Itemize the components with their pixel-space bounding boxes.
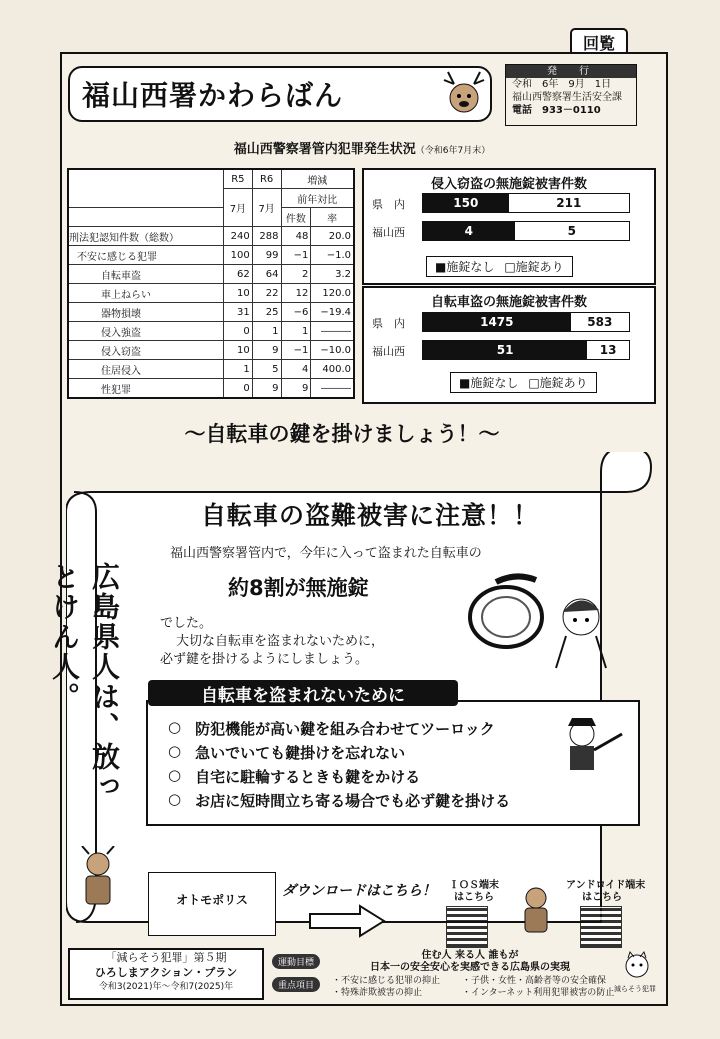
focus-item: ・特殊詐欺被害の抑止: [332, 988, 423, 998]
circle-bullet-icon: ○: [168, 718, 182, 736]
col-rate: 率: [311, 208, 354, 227]
cell-diff: −1: [281, 341, 311, 360]
cell-r6: 25: [252, 303, 281, 322]
crime-stats-table: [67, 168, 355, 399]
cell-label: 自転車盗: [68, 265, 224, 284]
cell-label: 侵入窃盗: [68, 341, 224, 360]
bar-locked: 5: [515, 222, 629, 240]
arrow-right-icon: [308, 904, 388, 938]
cell-diff: 12: [281, 284, 311, 303]
goal-line1: 住む人 来る人 誰もが: [421, 950, 519, 961]
vertical-slogan: 広島県人は、放っとけん人。: [48, 562, 121, 802]
cell-label: 侵入強盗: [68, 322, 224, 341]
goal-line2: 日本一の安全安心を実感できる広島県の実現: [370, 962, 570, 973]
col-r6: R6: [252, 169, 281, 189]
table-row: [68, 227, 354, 246]
cell-rate: 3.2: [311, 265, 354, 284]
cell-label: 不安に感じる犯罪: [68, 246, 224, 265]
category-label: 県 内: [372, 317, 405, 330]
table-row: [68, 284, 354, 303]
cell-rate: ―――: [311, 379, 354, 399]
publisher-dept: 福山西警察署生活安全課: [512, 92, 622, 103]
main-emphasis: 約8割が無施錠: [228, 576, 369, 600]
col-yoy: 前年対比: [281, 189, 354, 208]
col-r5: R5: [224, 169, 253, 189]
focus-item: ・インターネット利用犯罪被害の防止: [462, 988, 615, 998]
cell-label: 刑法犯認知件数（総数）: [68, 227, 224, 246]
cell-r5: 62: [224, 265, 253, 284]
table-row: [68, 360, 354, 379]
cell-r5: 0: [224, 322, 253, 341]
slogan-line2: ひろしまアクション・プラン: [94, 966, 238, 979]
table-row: [68, 341, 354, 360]
col-r5-month: 7月: [224, 189, 253, 227]
main-line4: 必ず鍵を掛けるようにしましょう。: [160, 652, 369, 667]
table-row: [68, 322, 354, 341]
cell-diff: 1: [281, 322, 311, 341]
cell-r6: 9: [252, 379, 281, 399]
cell-label: 住居侵入: [68, 360, 224, 379]
publisher-box: [505, 64, 637, 126]
cell-rate: −1.0: [311, 246, 354, 265]
cell-rate: 400.0: [311, 360, 354, 379]
kairan-stamp: 回覧: [570, 28, 628, 56]
publisher-label: 発 行: [506, 65, 636, 78]
cell-diff: −1: [281, 246, 311, 265]
cell-r6: 22: [252, 284, 281, 303]
bar-unlocked: 51: [423, 341, 587, 359]
cell-r6: 1: [252, 322, 281, 341]
category-label: 福山西: [372, 226, 405, 239]
cell-diff: 4: [281, 360, 311, 379]
category-label: 福山西: [372, 345, 405, 358]
tip-item: [168, 742, 405, 763]
app-name: オトモポリス: [176, 893, 248, 907]
stacked-bar: [422, 221, 630, 241]
tip-text: 自宅に駐輪するときも鍵をかける: [195, 768, 421, 786]
main-line3: 大切な自転車を盗まれないために，: [176, 634, 385, 649]
app-promo: [148, 872, 276, 936]
tips-ribbon: 自転車を盗まれないために: [148, 680, 458, 706]
goal-label: 運動目標: [272, 954, 320, 969]
cell-r5: 100: [224, 246, 253, 265]
police-officer-icon: [560, 712, 630, 772]
table-row: [68, 246, 354, 265]
slogan-line1: 「減らそう犯罪」第５期: [105, 951, 227, 964]
cell-r6: 99: [252, 246, 281, 265]
android-label: アンドロイド端末 はこちら: [566, 880, 646, 903]
cell-rate: 20.0: [311, 227, 354, 246]
cell-r5: 240: [224, 227, 253, 246]
cell-r5: 0: [224, 379, 253, 399]
publish-date: 令和 6年 9月 1日: [512, 79, 612, 90]
mascot-label: 減らそう犯罪: [614, 985, 656, 993]
bicycle-lock-illustration: [456, 572, 626, 672]
cell-rate: 120.0: [311, 284, 354, 303]
table-row: [68, 265, 354, 284]
chart-title: 侵入窃盗の無施錠被害件数: [430, 177, 587, 192]
circle-bullet-icon: ○: [168, 766, 182, 784]
cell-label: 器物損壊: [68, 303, 224, 322]
bar-locked: 13: [587, 341, 629, 359]
action-plan-box: [68, 948, 264, 1000]
ios-qr-code[interactable]: [446, 906, 488, 948]
cell-rate: −10.0: [311, 341, 354, 360]
goal-text: [330, 950, 610, 974]
cell-rate: −19.4: [311, 303, 354, 322]
cell-r5: 10: [224, 284, 253, 303]
table-row: [68, 379, 354, 399]
table-row: [68, 303, 354, 322]
deer-mascot-icon: [76, 846, 120, 912]
stacked-bar: [422, 340, 630, 360]
cell-diff: 2: [281, 265, 311, 284]
bar-unlocked: 1475: [423, 313, 571, 331]
cell-diff: −6: [281, 303, 311, 322]
ios-label: ＩＯＳ端末 はこちら: [449, 880, 499, 903]
main-line1: 福山西警察署管内で，今年に入って盗まれた自転車の: [170, 546, 482, 561]
main-line2: でした。: [160, 616, 213, 631]
cell-r6: 5: [252, 360, 281, 379]
chart-legend: [450, 372, 597, 393]
bar-unlocked: 150: [423, 194, 509, 212]
newsletter-title: 福山西署かわらばん: [68, 66, 492, 122]
category-label: 県 内: [372, 198, 405, 211]
campaign-banner: ～自転車の鍵を掛けましょう！～: [184, 422, 500, 446]
android-qr-code[interactable]: [580, 906, 622, 948]
slogan-line3: 令和3(2021)年～令和7(2025)年: [98, 982, 234, 992]
crime-table-body: [68, 227, 354, 399]
bar-unlocked: 4: [423, 222, 515, 240]
cell-r5: 31: [224, 303, 253, 322]
stats-title: [60, 138, 664, 157]
legend-entry: □施錠あり: [504, 260, 564, 274]
cell-r6: 64: [252, 265, 281, 284]
col-change: 増減: [281, 169, 354, 189]
tip-item: [168, 718, 495, 739]
circle-bullet-icon: ○: [168, 742, 182, 760]
cell-rate: ―――: [311, 322, 354, 341]
chart-legend: [426, 256, 573, 277]
col-count: 件数: [281, 208, 311, 227]
stacked-bar: [422, 312, 630, 332]
stats-period: （令和6年7月末）: [415, 146, 491, 156]
stacked-bar: [422, 193, 630, 213]
stats-title-text: 福山西警察署管内犯罪発生状況: [233, 142, 416, 157]
main-headline: 自転車の盗難被害に注意！！: [200, 501, 539, 530]
legend-entry: ■施錠なし: [459, 376, 519, 390]
focus-item: ・子供・女性・高齢者等の安全確保: [462, 976, 607, 986]
cell-diff: 48: [281, 227, 311, 246]
cell-r5: 10: [224, 341, 253, 360]
chart-title: 自転車盗の無施錠被害件数: [430, 295, 587, 310]
tip-text: 急いでいても鍵掛けを忘れない: [195, 744, 406, 762]
publisher-tel: 電話 933－0110: [512, 105, 601, 116]
legend-entry: □施錠あり: [528, 376, 588, 390]
bar-locked: 583: [571, 313, 629, 331]
tip-text: お店に短時間立ち寄る場合でも必ず鍵を掛ける: [195, 792, 511, 810]
focus-item: ・不安に感じる犯罪の抑止: [332, 976, 441, 986]
cat-mascot-icon: [622, 950, 652, 980]
col-r6-month: 7月: [252, 189, 281, 227]
circle-bullet-icon: ○: [168, 790, 182, 808]
cell-diff: 9: [281, 379, 311, 399]
cell-r6: 288: [252, 227, 281, 246]
tip-item: [168, 790, 510, 811]
cell-r6: 9: [252, 341, 281, 360]
cell-r5: 1: [224, 360, 253, 379]
tip-text: 防犯機能が高い鍵を組み合わせてツーロック: [195, 720, 495, 738]
deer-mascot-icon: [440, 70, 488, 122]
deer-mascot-icon: [516, 882, 556, 936]
bar-locked: 211: [509, 194, 629, 212]
cell-label: 性犯罪: [68, 379, 224, 399]
legend-entry: ■施錠なし: [435, 260, 495, 274]
cell-label: 車上ねらい: [68, 284, 224, 303]
download-label: ダウンロードはこちら！: [282, 883, 436, 899]
tip-item: [168, 766, 420, 787]
focus-label: 重点項目: [272, 977, 320, 992]
